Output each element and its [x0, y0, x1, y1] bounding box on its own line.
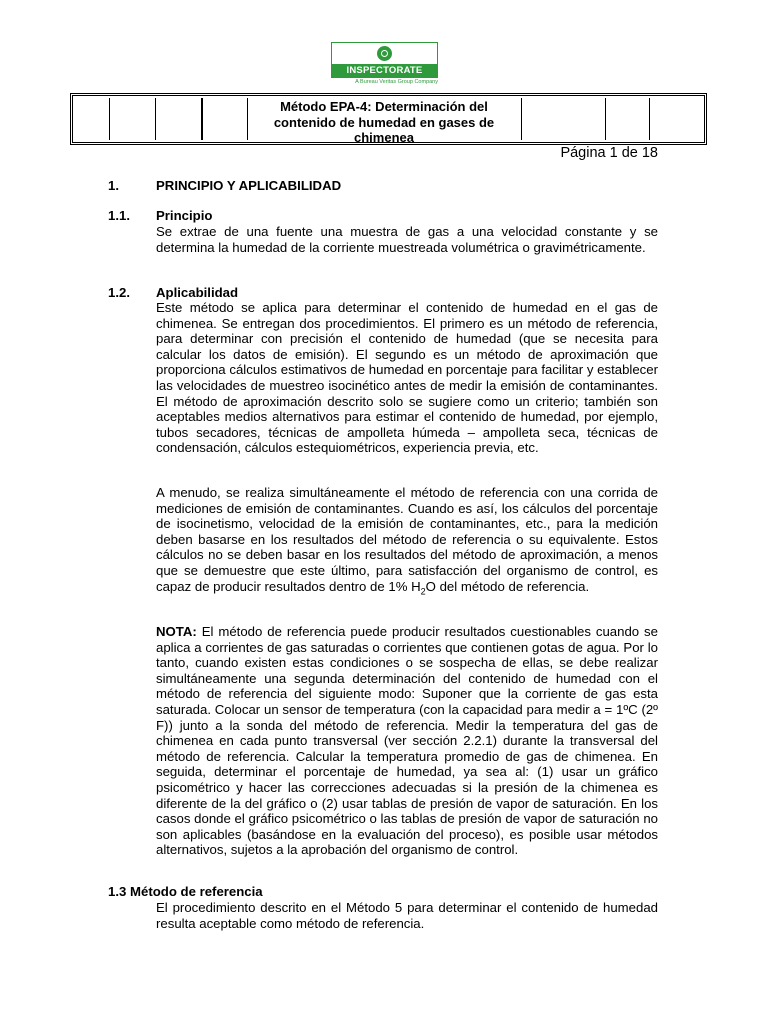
nota-text: El método de referencia puede producir resultados cuestionables cuando se aplica a corrientes de gas saturadas o corrientes que contienen gotas de agua. Por lo tanto, cuando existen estas condiciones o se sospecha de ellas, se debe realizar simultáneamente una segunda determinación del contenido de humedad con el método de referencia del siguiente modo: Suponer que la corriente de gas esta saturada. Colocar un sensor de temperatura (con la capacidad para medir a = 1ºC (2º F)) junto a la sonda del método de referencia. Medir la temperatura del gas de chimenea en cada punto transversal (ver sección 2.2.1) durante la transversal del método de referencia. Calcular la temperatura promedio de gas de chimenea. En seguida, determinar el porcentaje de humedad, ya sea al: (1) usar un gráfico psicométrico y hacer las correcciones adecuadas si la presión de la chimenea es diferente de la del gráfico o (2) usar tablas de presión de vapor de saturación. En los casos donde el gráfico psicométrico o las tablas de presión de vapor de saturación no son aplicables (basándose en la evaluación del proceso), es posible usar métodos alternativos, sujetos a la aprobación del organismo de control.	[156, 624, 658, 858]
logo-brand: INSPECTORATE	[331, 64, 438, 78]
header-cell-divider	[201, 98, 203, 140]
nota-label: NOTA:	[156, 624, 197, 639]
header-cell-divider	[605, 98, 606, 140]
logo-emblem	[331, 42, 438, 64]
logo-tagline: A Bureau Veritas Group Company	[355, 79, 438, 85]
section-1-1-heading: Principio	[156, 208, 213, 223]
paragraph-2-tail: O del método de referencia.	[425, 578, 590, 594]
header-table	[70, 93, 707, 145]
nota-paragraph	[156, 624, 658, 858]
section-1-2-heading: Aplicabilidad	[156, 285, 239, 300]
section-1-1-number: 1.1.	[108, 208, 130, 223]
header-cell-divider	[155, 98, 156, 140]
header-cell-divider	[247, 98, 248, 140]
header-cell-divider	[521, 98, 522, 140]
section-1-3-heading: 1.3 Método de referencia	[108, 884, 263, 899]
subscript-2: 2	[420, 586, 426, 597]
company-logo	[331, 42, 438, 90]
section-1-heading: PRINCIPIO Y APLICABILIDAD	[156, 178, 342, 193]
section-1-3-paragraph: El procedimiento descrito en el Método 5 para determinar el contenido de humedad resulta aceptable como método de referencia.	[156, 900, 658, 931]
section-1-2-paragraph-2	[156, 485, 658, 600]
document-title: Método EPA-4: Determinación del contenido de humedad en gases de chimenea	[273, 99, 495, 145]
section-1-2-paragraph-1: Este método se aplica para determinar el contenido de humedad en el gas de chimenea. Se entregan dos procedimientos. El primero es un método de referencia, para determinar con precisión el contenido de humedad (que se necesita para calcular los datos de emisión). El segundo es un método de aproximación que proporciona cálculos estimativos de humedad en porcentaje para facilitar y establecer las velocidades de muestreo isocinético antes de medir la emisión de contaminantes. El método de aproximación descrito solo se sugiere como un criterio; también son aceptables medios alternativos para estimar el contenido de humedad, por ejemplo, tubos secadores, técnicas de ampolleta húmeda – ampolleta seca, técnicas de condensación, cálculos estequiométricos, experiencia previa, etc.	[156, 300, 658, 456]
paragraph-2-text: A menudo, se realiza simultáneamente el método de referencia con una corrida de mediciones de emisión de contaminantes. Cuando es así, los cálculos del porcentaje de isocinetismo, velocidad de la emisión de contaminantes, etc., para la medición deben basarse en los resultados del método de referencia o su equivalente. Estos cálculos no se deben basar en los resultados del método de aproximación, a menos que se demuestre que este último, para satisfacción del organismo de control, es capaz de producir resultados dentro de 1% H	[156, 485, 658, 594]
section-1-number: 1.	[108, 178, 119, 193]
section-1-1-paragraph: Se extrae de una fuente una muestra de gas a una velocidad constante y se determina la humedad de la corriente muestreada volumétrica o gravimétricamente.	[156, 224, 658, 255]
section-1-2-number: 1.2.	[108, 285, 130, 300]
page-number: Página 1 de 18	[560, 145, 658, 161]
logo-circle-icon	[377, 46, 392, 61]
header-cell-divider	[649, 98, 650, 140]
header-cell-divider	[109, 98, 110, 140]
